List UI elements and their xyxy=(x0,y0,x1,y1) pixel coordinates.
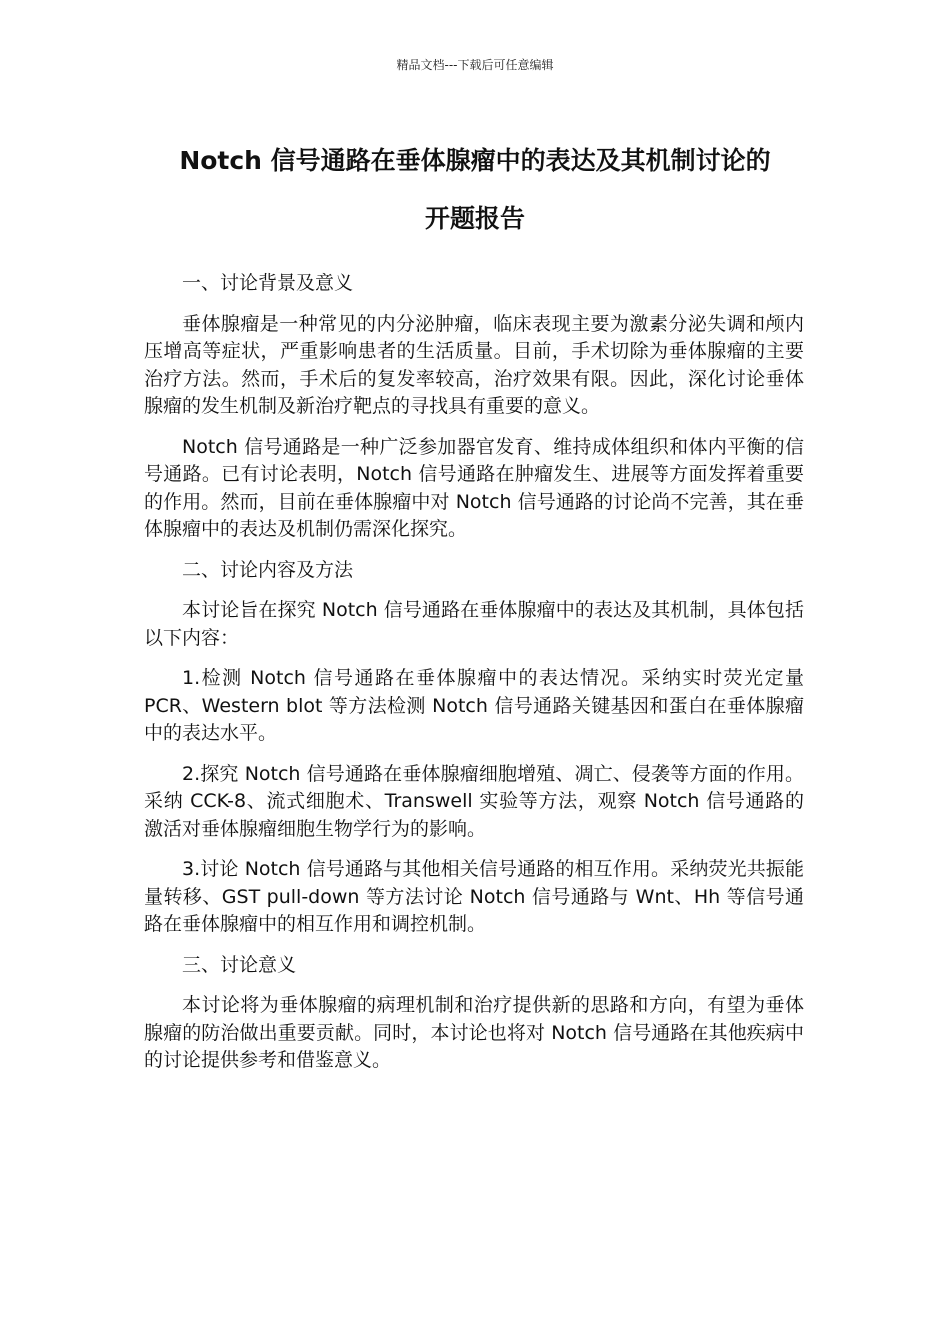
page-header-note: 精品文档---下载后可任意编辑 xyxy=(396,58,554,72)
section-heading-background: 一、讨论背景及意义 xyxy=(182,272,354,294)
list-item-interaction: 3.讨论 Notch 信号通路与其他相关信号通路的相互作用。采纳荧光共振能量转移、GST pull-down 等方法讨论 Notch 信号通路与 Wnt、Hh 等信号通路在垂体腺瘤中的相互作用和调控机制。 xyxy=(144,858,804,935)
paragraph-content-intro: 本讨论旨在探究 Notch 信号通路在垂体腺瘤中的表达及其机制，具体包括以下内容： xyxy=(144,599,804,649)
paragraph-background-1: 垂体腺瘤是一种常见的内分泌肿瘤，临床表现主要为激素分泌失调和颅内压增高等症状，严重影响患者的生活质量。目前，手术切除为垂体腺瘤的主要治疗方法。然而，手术后的复发率较高，治疗效果有限。因此，深化讨论垂体腺瘤的发生机制及新治疗靶点的寻找具有重要的意义。 xyxy=(144,312,804,417)
section-heading-significance: 三、讨论意义 xyxy=(182,953,297,976)
document-title xyxy=(100,132,850,248)
paragraph-significance: 本讨论将为垂体腺瘤的病理机制和治疗提供新的思路和方向，有望为垂体腺瘤的防治做出重要贡献。同时，本讨论也将对 Notch 信号通路在其他疾病中的讨论提供参考和借鉴意义。 xyxy=(144,994,804,1071)
paragraph-background-2: Notch 信号通路是一种广泛参加器官发育、维持成体组织和体内平衡的信号通路。已有讨论表明，Notch 信号通路在肿瘤发生、进展等方面发挥着重要的作用。然而，目前在垂体腺瘤中对 Notch 信号通路的讨论尚不完善，其在垂体腺瘤中的表达及机制仍需深化探究。 xyxy=(144,435,804,540)
title-line-2: 开题报告 xyxy=(424,204,525,233)
list-item-function: 2.探究 Notch 信号通路在垂体腺瘤细胞增殖、凋亡、侵袭等方面的作用。采纳 CCK-8、流式细胞术、Transwell 实验等方法，观察 Notch 信号通路的激活对垂体腺瘤细胞生物学行为的影响。 xyxy=(144,762,804,840)
section-heading-content-methods: 二、讨论内容及方法 xyxy=(182,558,354,581)
document-body xyxy=(144,270,804,1088)
title-line-1: Notch 信号通路在垂体腺瘤中的表达及其机制讨论的 xyxy=(179,146,771,175)
list-item-expression: 1.检测 Notch 信号通路在垂体腺瘤中的表达情况。采纳实时荧光定量 PCR、Western blot 等方法检测 Notch 信号通路关键基因和蛋白在垂体腺瘤中的表达水平。 xyxy=(144,667,804,744)
